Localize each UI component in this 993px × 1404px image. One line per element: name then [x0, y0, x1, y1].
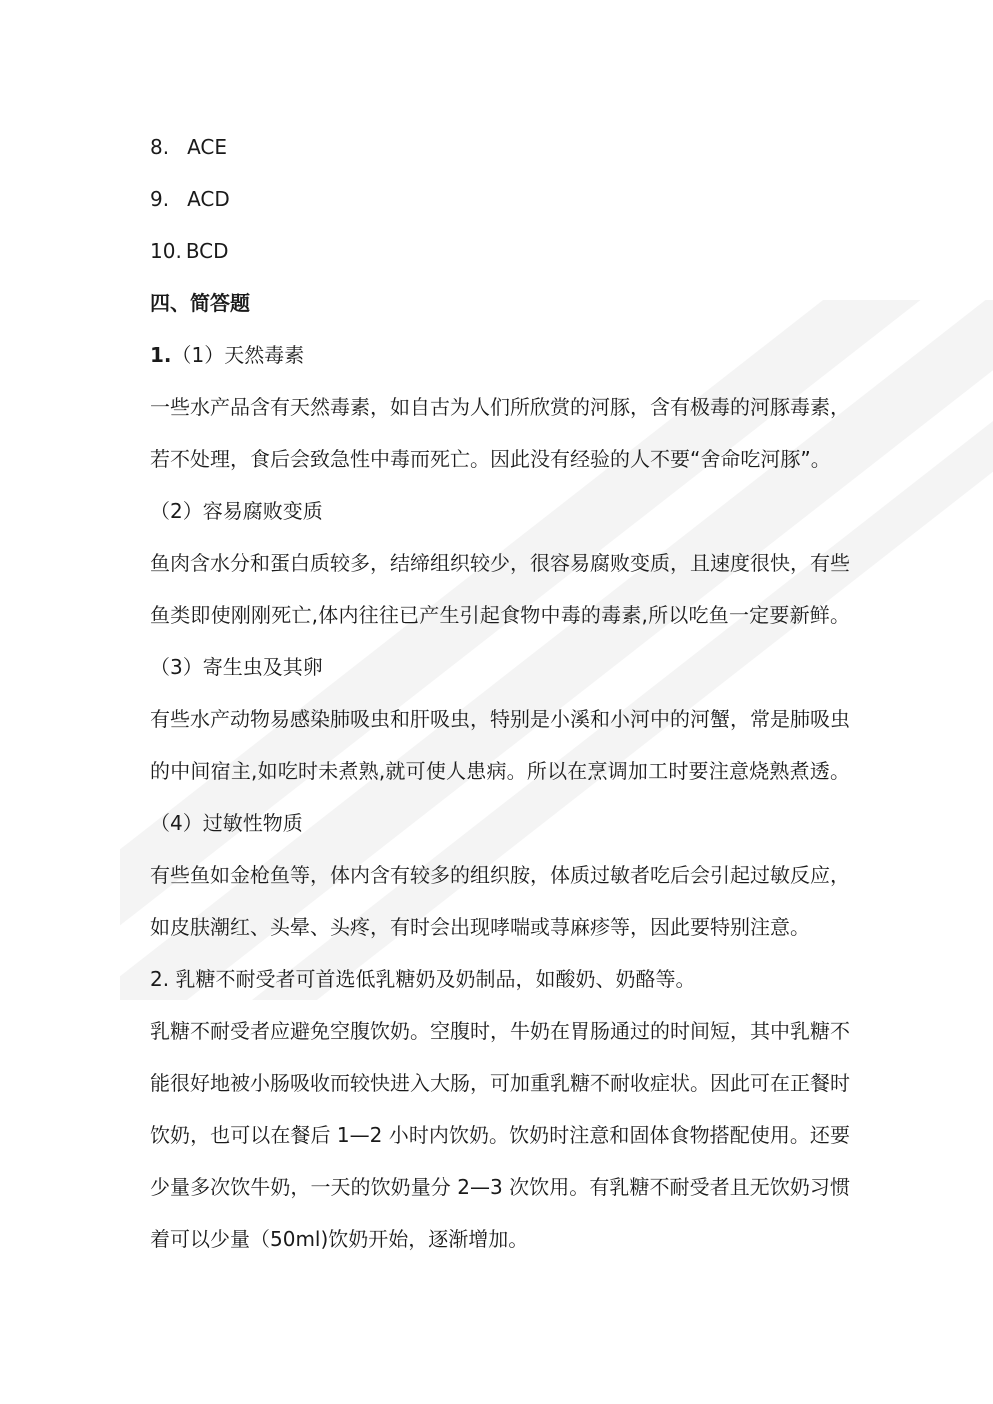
q1-sub1-title: （1）天然毒素	[171, 343, 305, 367]
q1-sub3-line-2: 的中间宿主,如吃时未煮熟,就可使人患病。所以在烹调加工时要注意烧熟煮透。	[150, 759, 850, 783]
q1-sub1-line-2: 若不处理，食后会致急性中毒而死亡。因此没有经验的人不要“舍命吃河豚”。	[150, 447, 831, 471]
answer-9	[150, 185, 850, 213]
q1-sub3-line-1: 有些水产动物易感染肺吸虫和肝吸虫，特别是小溪和小河中的河蟹，常是肺吸虫	[150, 707, 850, 731]
q1-sub3-title: （3）寄生虫及其卵	[150, 655, 323, 679]
q1-sub1-line-1: 一些水产品含有天然毒素，如自古为人们所欣赏的河豚，含有极毒的河豚毒素，	[150, 395, 850, 419]
answer-10-num: 10.	[150, 239, 182, 263]
q2-line-4: 少量多次饮牛奶，一天的饮奶量分 2—3 次饮用。有乳糖不耐受者且无饮奶习惯	[150, 1175, 850, 1199]
answer-9-value: ACD	[187, 187, 230, 211]
q2-line-5: 着可以少量（50ml)饮奶开始，逐渐增加。	[150, 1227, 529, 1251]
answer-10-value: BCD	[185, 239, 229, 263]
answer-9-num: 9.	[150, 187, 170, 211]
q1-sub2-line-2: 鱼类即使刚刚死亡,体内往往已产生引起食物中毒的毒素,所以吃鱼一定要新鲜。	[150, 603, 850, 627]
q1-number: 1.	[150, 343, 172, 367]
q1-sub4-line-1: 有些鱼如金枪鱼等，体内含有较多的组织胺，体质过敏者吃后会引起过敏反应，	[150, 863, 850, 887]
q2-line-3: 饮奶，也可以在餐后 1—2 小时内饮奶。饮奶时注意和固体食物搭配使用。还要	[150, 1123, 850, 1147]
answer-8-num: 8.	[150, 135, 170, 159]
q1-sub4-title: （4）过敏性物质	[150, 811, 303, 835]
answer-10	[150, 237, 850, 265]
answer-8	[150, 133, 850, 161]
q1-sub1-heading	[150, 341, 850, 369]
section-title: 四、简答题	[150, 291, 250, 315]
q2-first-line: 2. 乳糖不耐受者可首选低乳糖奶及奶制品，如酸奶、奶酪等。	[150, 967, 696, 991]
q1-sub2-title: （2）容易腐败变质	[150, 499, 323, 523]
q2-line-2: 能很好地被小肠吸收而较快进入大肠，可加重乳糖不耐收症状。因此可在正餐时	[150, 1071, 850, 1095]
answer-8-value: ACE	[187, 135, 228, 159]
q2-line-1: 乳糖不耐受者应避免空腹饮奶。空腹时，牛奶在胃肠通过的时间短，其中乳糖不	[150, 1019, 850, 1043]
q1-sub4-line-2: 如皮肤潮红、头晕、头疼，有时会出现哮喘或荨麻疹等，因此要特别注意。	[150, 915, 810, 939]
q1-sub2-line-1: 鱼肉含水分和蛋白质较多，结缔组织较少，很容易腐败变质，且速度很快，有些	[150, 551, 850, 575]
